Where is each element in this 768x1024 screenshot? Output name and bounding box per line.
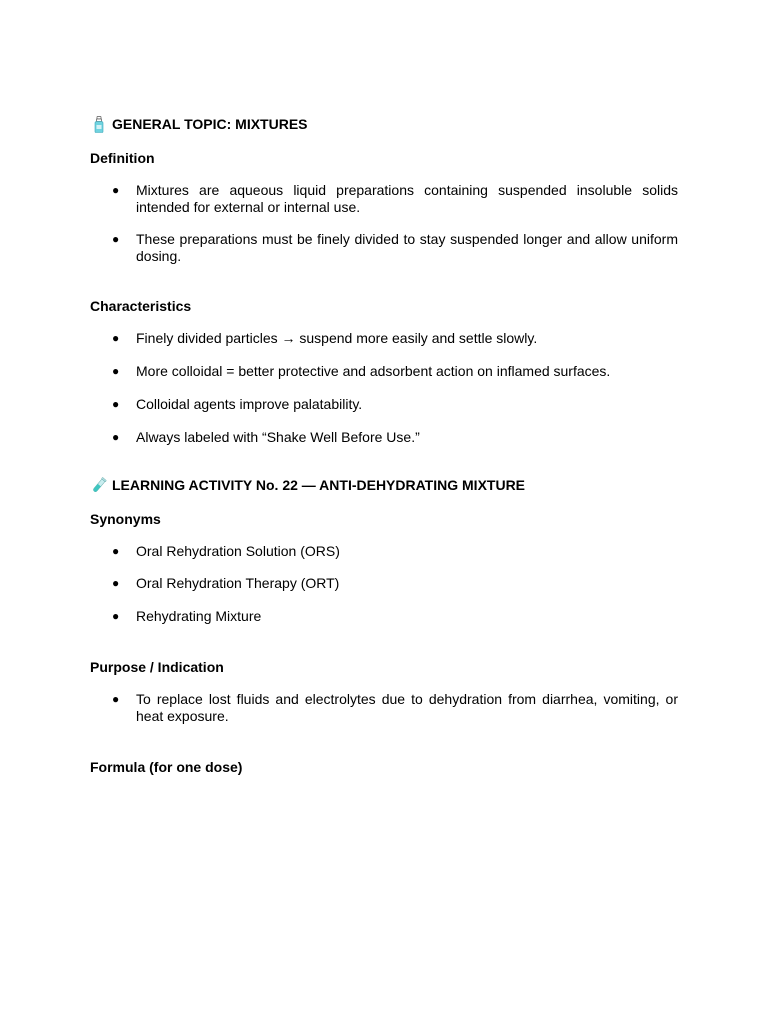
lotion-bottle-icon xyxy=(90,116,108,133)
section-heading-mixtures xyxy=(90,116,308,133)
bullet: ● xyxy=(112,397,120,411)
bullet: ● xyxy=(112,183,120,197)
list-item-text: Oral Rehydration Solution (ORS) xyxy=(136,543,340,559)
section-title: GENERAL TOPIC: MIXTURES xyxy=(112,116,308,132)
list-item xyxy=(90,396,678,413)
subheading-characteristics: Characteristics xyxy=(90,298,192,314)
list-item xyxy=(90,543,678,560)
section-title: LEARNING ACTIVITY No. 22 — ANTI-DEHYDRATING MIXTURE xyxy=(112,477,526,493)
list-item-text: Oral Rehydration Therapy (ORT) xyxy=(136,575,340,591)
bullet: ● xyxy=(112,430,120,444)
list-item-text: Colloidal agents improve palatability. xyxy=(136,396,363,412)
bullet: ● xyxy=(112,331,120,345)
list-item-text: More colloidal = better protective and adsorbent action on inflamed surfaces. xyxy=(136,363,611,379)
list-item-text: Rehydrating Mixture xyxy=(136,608,262,624)
subheading-synonyms: Synonyms xyxy=(90,511,161,527)
list-item xyxy=(90,231,678,265)
bullet: ● xyxy=(112,232,120,246)
list-item xyxy=(90,182,678,216)
list-item-text: Finely divided particles → suspend more easily and settle slowly. xyxy=(136,330,538,346)
list-item xyxy=(90,429,678,446)
list-item xyxy=(90,330,678,347)
list-item-text: Always labeled with “Shake Well Before Use.” xyxy=(136,429,420,445)
section-heading-learning-activity xyxy=(90,477,525,494)
bullet: ● xyxy=(112,576,120,590)
subheading-purpose: Purpose / Indication xyxy=(90,659,224,675)
list-item xyxy=(90,691,678,725)
bullet: ● xyxy=(112,609,120,623)
subheading-definition: Definition xyxy=(90,150,155,166)
list-item xyxy=(90,575,678,592)
list-item xyxy=(90,363,678,380)
bullet: ● xyxy=(112,544,120,558)
bullet: ● xyxy=(112,692,120,706)
subheading-formula: Formula (for one dose) xyxy=(90,759,243,775)
list-item-text: These preparations must be finely divided to stay suspended longer and allow uniform dosing. xyxy=(136,231,678,264)
bullet: ● xyxy=(112,364,120,378)
list-item-text: Mixtures are aqueous liquid preparations containing suspended insoluble solids intended for external or internal use. xyxy=(136,182,678,215)
list-item-text: To replace lost fluids and electrolytes due to dehydration from diarrhea, vomiting, or heat exposure. xyxy=(136,691,678,724)
list-item xyxy=(90,608,678,625)
test-tube-icon xyxy=(90,477,108,494)
